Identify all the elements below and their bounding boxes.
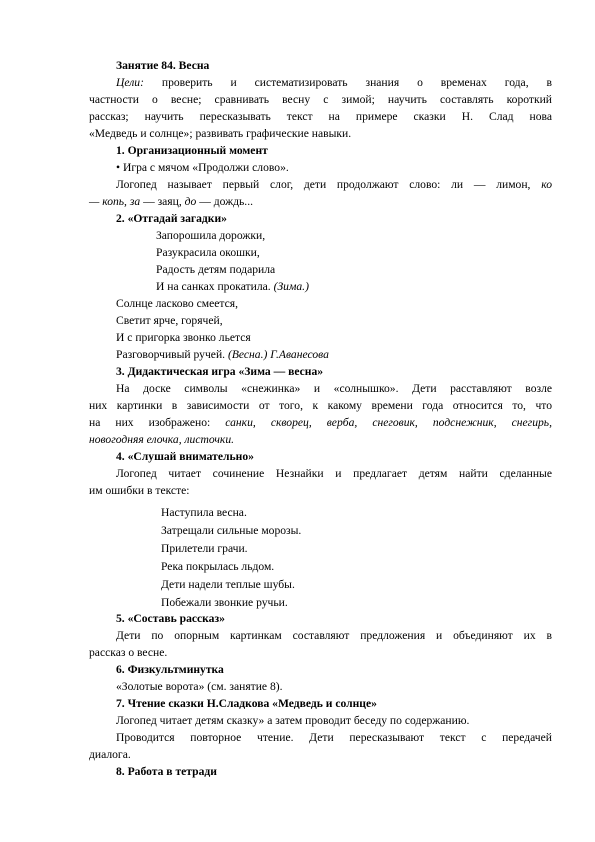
- section-3-heading: 3. Дидактическая игра «Зима — весна»: [116, 365, 324, 378]
- poem-line: Река покрылась льдом.: [161, 560, 275, 573]
- section-8-heading: 8. Работа в тетради: [116, 765, 217, 778]
- poem-line: Наступила весна.: [161, 506, 247, 519]
- riddle-1-answer: (Зима.): [273, 280, 309, 293]
- riddle-2-author: Г.Аванесова: [270, 348, 329, 361]
- lesson-title: Занятие 84. Весна: [116, 59, 210, 72]
- riddle-1-line: Радость детям подарила: [156, 263, 276, 276]
- section-4-line-2: им ошибки в тексте:: [89, 484, 190, 497]
- section-1-text-line-1: Логопед называет первый слог, дети продолжают слово: ли — лимон, ко: [116, 178, 552, 191]
- section-3-line-2: них картинки в зависимости от того, к какому времени года относится то, что: [89, 399, 552, 412]
- section-5-line-1: Дети по опорным картинкам составляют предложения и объединяют их в: [116, 629, 552, 642]
- goals-line-4: «Медведь и солнце»; развивать графические навыки.: [89, 127, 352, 140]
- section-3-line-4: новогодняя елочка, листочки.: [89, 433, 235, 446]
- section-3-line-1: На доске символы «снежинка» и «солнышко». Дети расставляют возле: [116, 382, 552, 395]
- riddle-2-last-line: Разговорчивый ручей. (Весна.) Г.Аванесова: [116, 348, 329, 361]
- riddle-1-line: Разукрасила окошки,: [156, 246, 260, 259]
- section-7-line-2: Проводится повторное чтение. Дети пересказывают текст с передачей: [116, 731, 552, 744]
- riddle-2-line: И с пригорка звонко льется: [116, 331, 251, 344]
- goals-line-2: частности о весне; сравнивать весну с зимой; научить составлять короткий: [89, 93, 552, 106]
- riddle-1-line: Запорошила дорожки,: [156, 229, 266, 242]
- section-1-text-line-2: — копь, за — заяц, до — дождь...: [89, 195, 254, 208]
- goals-line-3: рассказ; научить пересказывать текст на примере сказки Н. Слад нова: [89, 110, 552, 123]
- section-7-heading: 7. Чтение сказки Н.Сладкова «Медведь и солнце»: [116, 697, 377, 710]
- riddle-2-line: Солнце ласково смеется,: [116, 297, 238, 310]
- section-1-heading: 1. Организационный момент: [116, 144, 268, 157]
- section-5-line-2: рассказ о весне.: [89, 646, 168, 659]
- riddle-2-answer: (Весна.): [227, 348, 268, 361]
- section-4-line-1: Логопед читает сочинение Незнайки и предлагает детям найти сделанные: [116, 467, 552, 480]
- goals-label: Цели:: [116, 76, 144, 89]
- section-2-heading: 2. «Отгадай загадки»: [116, 212, 227, 225]
- section-7-line-1: Логопед читает детям сказку» а затем проводит беседу по содержанию.: [116, 714, 470, 727]
- poem-line: Побежали звонкие ручьи.: [161, 596, 288, 609]
- poem-line: Прилетели грачи.: [161, 542, 248, 555]
- riddle-2-line: Светит ярче, горячей,: [116, 314, 223, 327]
- section-7-line-3: диалога.: [89, 748, 131, 761]
- poem-line: Затрещали сильные морозы.: [161, 524, 302, 537]
- riddle-1-last-line: И на санках прокатила. (Зима.): [156, 280, 309, 293]
- section-3-line-3: на них изображено: санки, скворец, верба, снеговик, подснежник, снегирь,: [89, 416, 552, 429]
- section-6-heading: 6. Физкультминутка: [116, 663, 224, 676]
- section-5-heading: 5. «Составь рассказ»: [116, 612, 225, 625]
- section-4-heading: 4. «Слушай внимательно»: [116, 450, 254, 463]
- section-6-text: «Золотые ворота» (см. занятие 8).: [116, 680, 283, 693]
- poem-line: Дети надели теплые шубы.: [161, 578, 295, 591]
- goals-line-1: Цели: проверить и систематизировать знания о временах года, в: [116, 76, 552, 89]
- section-1-game: • Игра с мячом «Продолжи слово».: [116, 161, 289, 174]
